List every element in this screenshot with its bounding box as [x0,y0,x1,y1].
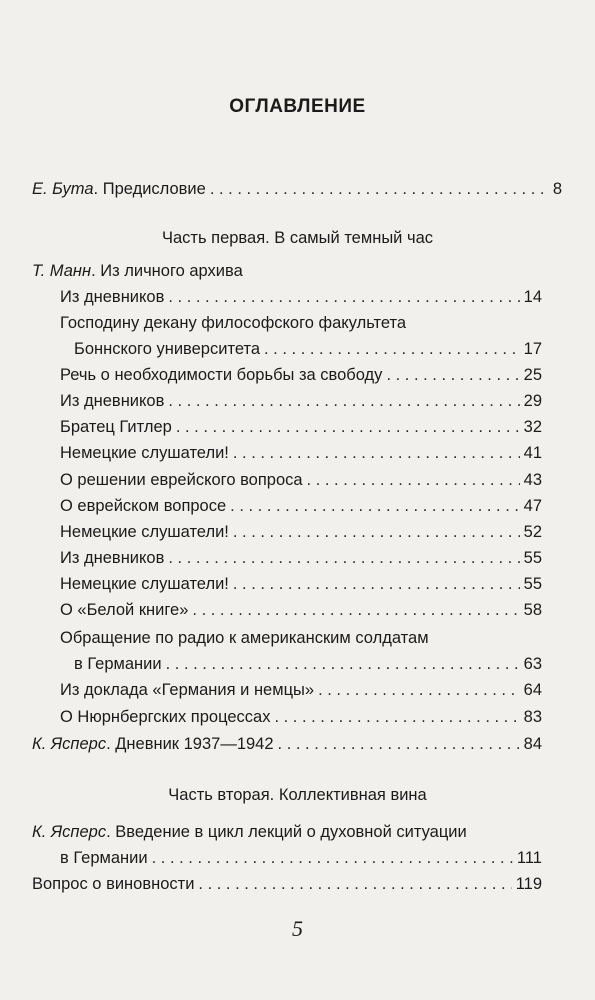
entry-page: 47 [523,497,542,515]
dot-leader [230,496,519,516]
entry-title-line1: Господину декану философского факультета [60,314,407,332]
entry-page: 17 [523,340,542,358]
entry-author: К. Ясперс [32,823,107,841]
entry-title: Немецкие слушатели! [60,523,229,541]
entry-page: 25 [523,366,542,384]
toc-entry [60,548,542,568]
dot-leader [166,654,520,674]
toc-entry [60,600,542,620]
toc-group-mann [32,261,243,281]
entry-page: 111 [516,849,542,867]
entry-title: О «Белой книге» [60,601,189,619]
entry-author: Е. Бута [32,180,94,198]
entry-page: 32 [523,418,542,436]
page-number: 5 [292,916,303,941]
entry-title: Немецкие слушатели! [60,575,229,593]
entry-page: 8 [552,180,562,198]
entry-title: . Дневник 1937—1942 [106,735,274,753]
dot-leader [386,365,519,385]
dot-leader [264,339,520,359]
toc-entry-jaspers-diary [32,734,542,754]
toc-entry [60,470,542,490]
entry-title: Немецкие слушатели! [60,444,229,462]
dot-leader [210,179,549,199]
toc-entry-preface [32,179,562,199]
entry-title: Из доклада «Германия и немцы» [60,681,315,699]
entry-title: Речь о необходимости борьбы за свободу [60,366,383,384]
entry-page: 58 [523,601,542,619]
entry-title: Из дневников [60,288,165,306]
entry-page: 83 [523,708,542,726]
toc-entry [60,443,542,463]
entry-page: 55 [523,575,542,593]
toc-entry [74,654,542,674]
part-heading: Часть вторая. Коллективная вина [168,786,427,804]
dot-leader [274,707,519,727]
toc-entry [60,287,542,307]
entry-page: 119 [515,875,542,893]
entry-title: Вопрос о виновности [32,875,195,893]
dot-leader [233,443,520,463]
toc-entry [60,848,542,868]
dot-leader [307,470,520,490]
part-heading: Часть первая. В самый темный час [161,229,434,247]
entry-page: 55 [523,549,542,567]
entry-title: О Нюрнбергских процессах [60,708,271,726]
toc-entry [74,339,542,359]
toc-entry [60,496,542,516]
dot-leader [198,874,511,894]
toc-entry [60,417,542,437]
entry-title: . Из личного архива [91,262,243,280]
entry-title: Братец Гитлер [60,418,172,436]
entry-page: 43 [523,471,542,489]
toc-entry [60,574,542,594]
entry-page: 52 [523,523,542,541]
entry-title: . Предисловие [93,180,206,198]
dot-leader [233,574,520,594]
entry-page: 84 [523,735,542,753]
entry-title: в Германии [74,655,162,673]
entry-title: Из дневников [60,392,165,410]
entry-title: . Введение в цикл лекций о духовной ситуации [106,823,467,841]
dot-leader [176,417,520,437]
entry-title-line1: Обращение по радио к американским солдатам [60,629,429,647]
toc-entry [60,391,542,411]
entry-title: О решении еврейского вопроса [60,471,303,489]
dot-leader [192,600,519,620]
dot-leader [168,287,519,307]
entry-title: Боннского университета [74,340,261,358]
entry-page: 29 [523,392,542,410]
entry-author: К. Ясперс [32,735,107,753]
toc-entry-line1 [32,822,467,842]
dot-leader [233,522,520,542]
entry-author: Т. Манн [32,262,92,280]
toc-entry [60,522,542,542]
dot-leader [318,680,520,700]
entry-page: 14 [523,288,542,306]
toc-entry [60,707,542,727]
toc-entry [32,874,542,894]
dot-leader [278,734,520,754]
entry-title: О еврейском вопросе [60,497,227,515]
dot-leader [152,848,513,868]
dot-leader [168,391,519,411]
entry-page: 63 [523,655,542,673]
entry-title: в Германии [60,849,148,867]
entry-page: 41 [523,444,542,462]
toc-entry [60,365,542,385]
page-title: ОГЛАВЛЕНИЕ [229,96,366,117]
entry-page: 64 [523,681,542,699]
entry-title: Из дневников [60,549,165,567]
dot-leader [168,548,519,568]
toc-entry [60,680,542,700]
show-through [40,62,44,77]
